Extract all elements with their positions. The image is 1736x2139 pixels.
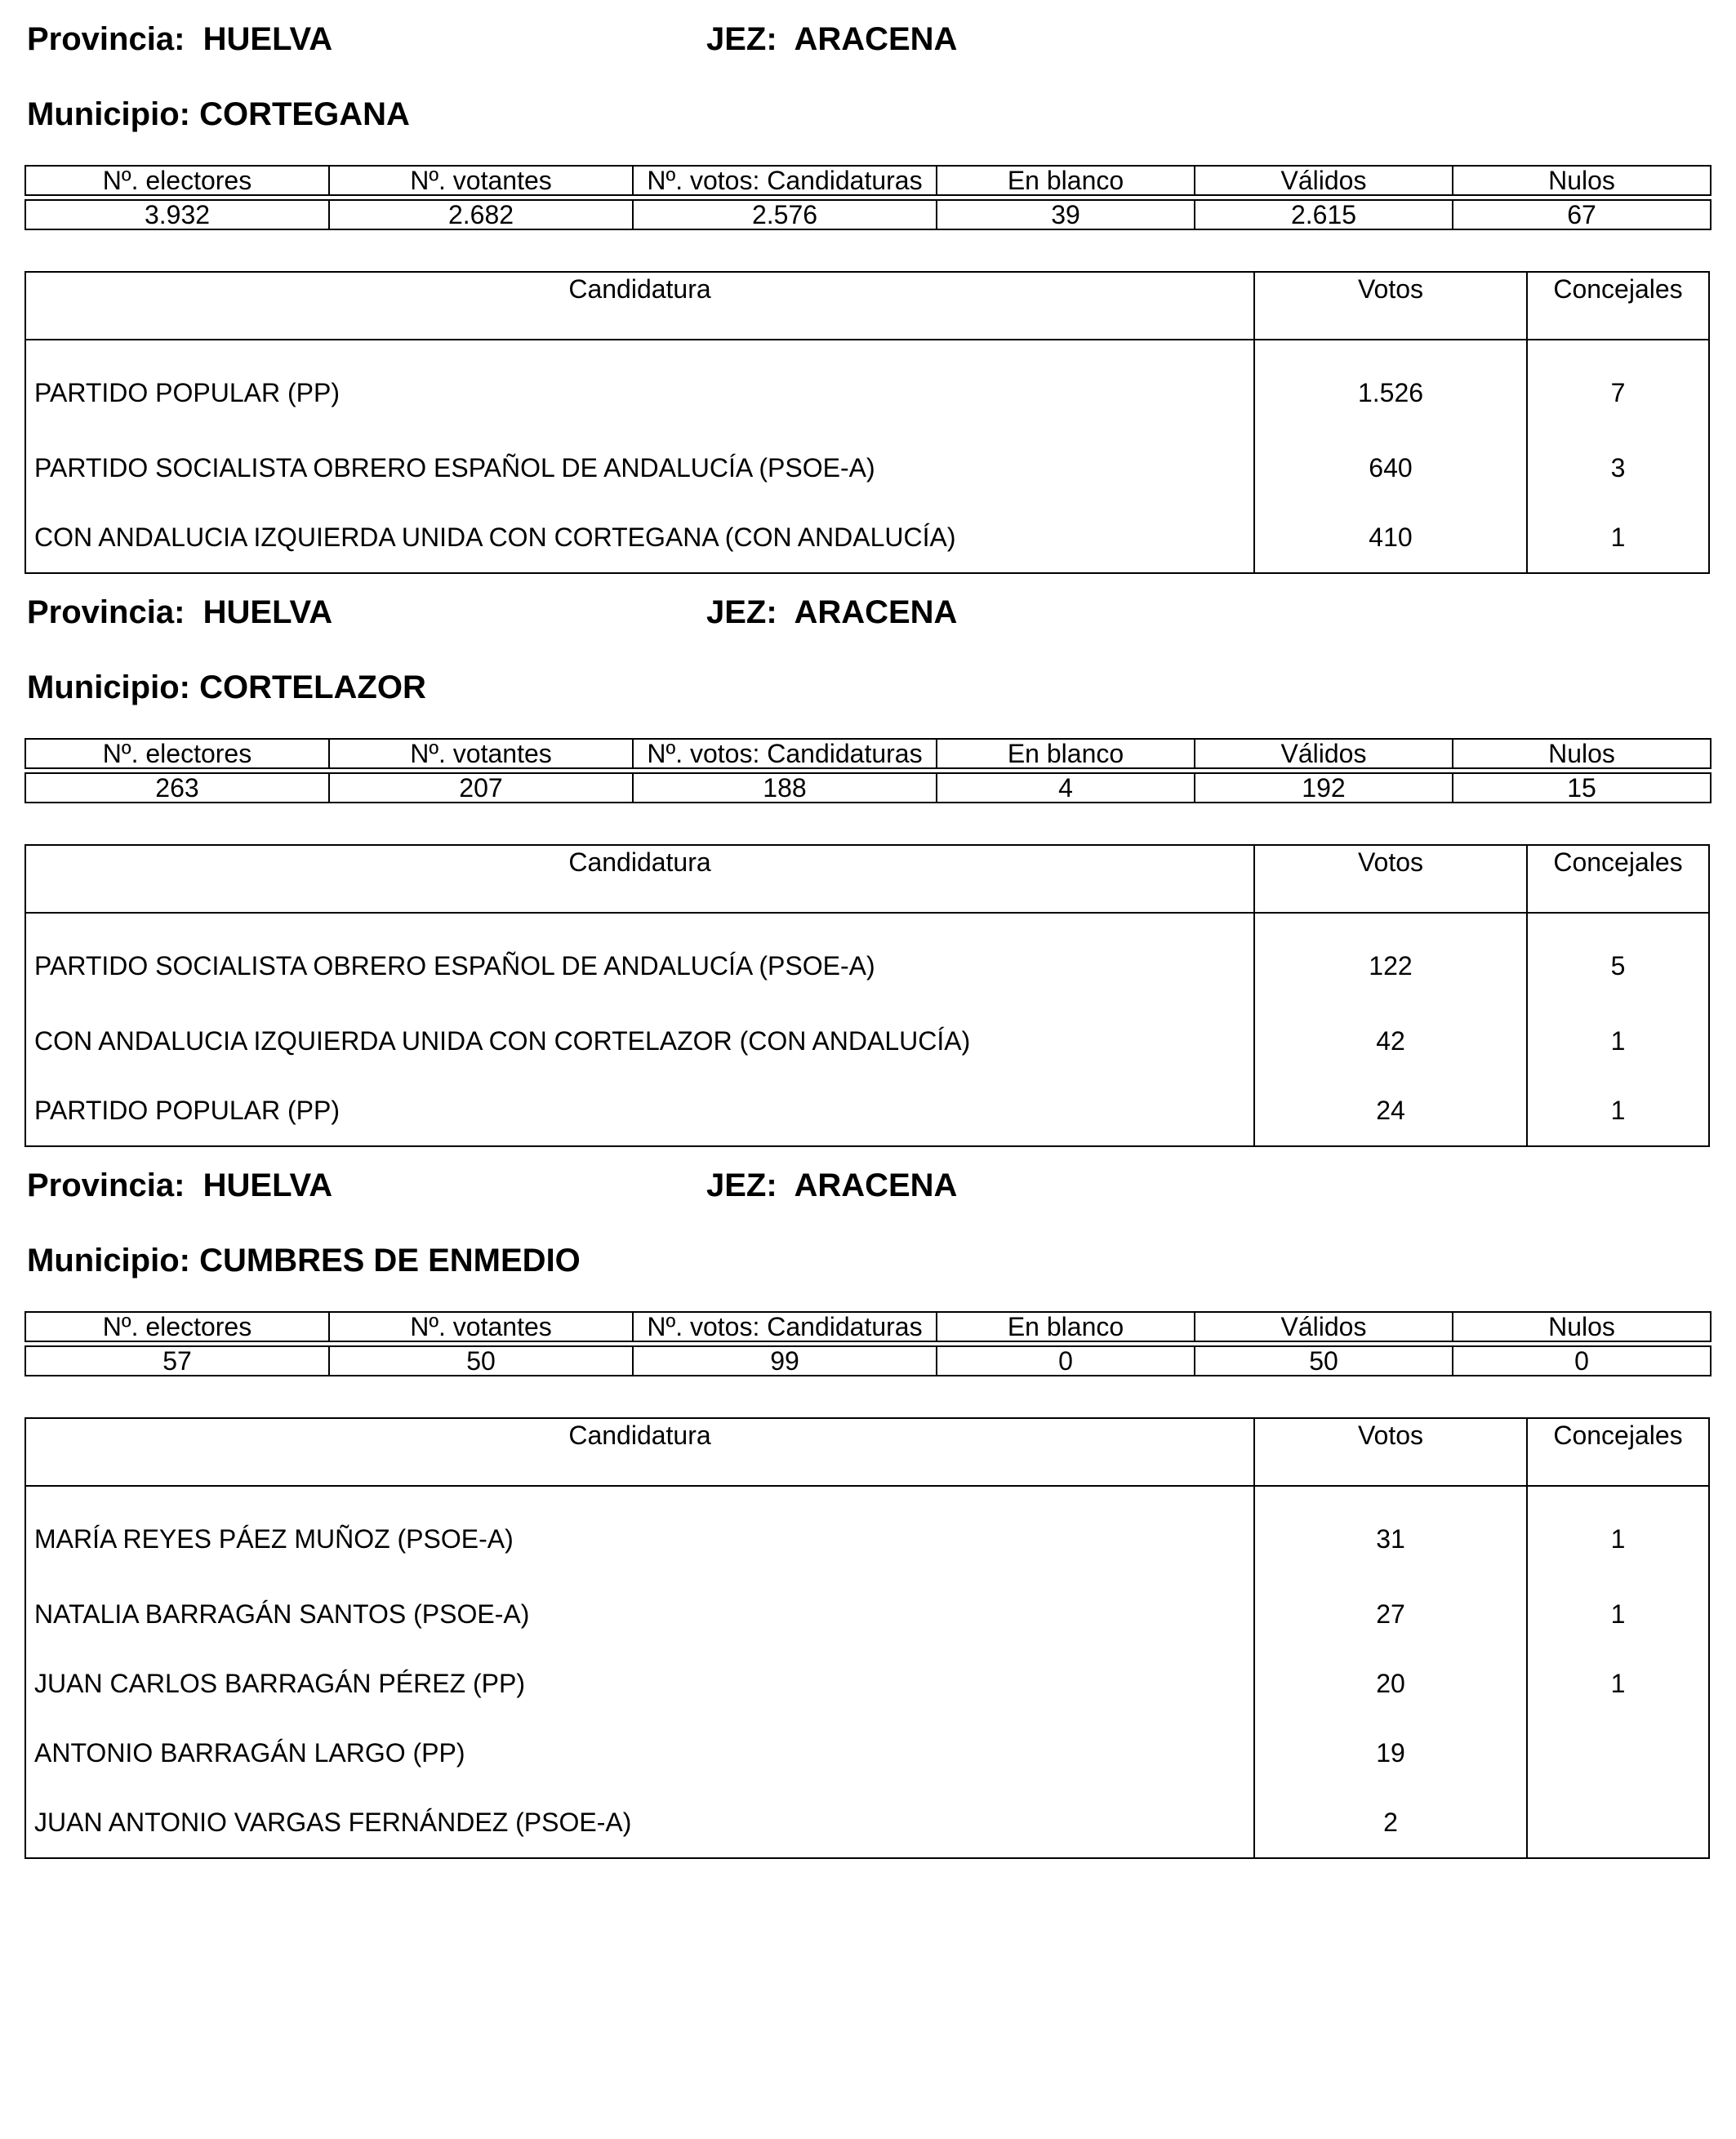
stats-value-cell: 0 [937, 1346, 1195, 1376]
concejales-header: Concejales [1527, 845, 1709, 913]
candidatura-row [25, 1076, 1709, 1146]
stats-value-cell: 192 [1195, 773, 1453, 803]
stats-value-row [25, 1346, 1711, 1376]
candidatura-concejales: 1 [1527, 503, 1709, 573]
stats-table [24, 165, 1712, 230]
stats-header-cell: Nulos [1453, 739, 1711, 768]
candidatura-row [25, 1007, 1709, 1076]
candidatura-row [25, 503, 1709, 573]
stats-value-row [25, 773, 1711, 803]
provincia-heading: Provincia: HUELVA [27, 594, 333, 630]
stats-header-cell: Nulos [1453, 1312, 1711, 1341]
stats-value-cell: 99 [633, 1346, 937, 1376]
candidatura-concejales: 1 [1527, 1076, 1709, 1146]
candidatura-concejales: 1 [1527, 1580, 1709, 1649]
candidatura-concejales: 3 [1527, 434, 1709, 503]
candidatura-row [25, 1788, 1709, 1858]
candidatura-concejales: 1 [1527, 1649, 1709, 1719]
stats-value-cell: 2.682 [329, 200, 633, 229]
stats-table [24, 738, 1712, 803]
candidaturas-table [24, 271, 1710, 574]
stats-value-cell: 50 [329, 1346, 633, 1376]
candidatura-name: PARTIDO POPULAR (PP) [25, 1076, 1254, 1146]
concejales-header: Concejales [1527, 1418, 1709, 1486]
provincia-heading: Provincia: HUELVA [27, 1167, 333, 1203]
candidatura-votos: 640 [1254, 434, 1527, 503]
candidatura-votos: 19 [1254, 1719, 1527, 1788]
stats-value-cell: 57 [25, 1346, 329, 1376]
candidatura-votos: 42 [1254, 1007, 1527, 1076]
municipio-heading: Municipio: CORTEGANA [27, 96, 410, 132]
candidatura-name: JUAN ANTONIO VARGAS FERNÁNDEZ (PSOE-A) [25, 1788, 1254, 1858]
stats-value-cell: 0 [1453, 1346, 1711, 1376]
candidatura-concejales: 1 [1527, 1007, 1709, 1076]
candidatura-votos: 27 [1254, 1580, 1527, 1649]
stats-value-cell: 4 [937, 773, 1195, 803]
candidaturas-header-row [25, 272, 1709, 340]
stats-header-cell: Nº. votantes [329, 1312, 633, 1341]
stats-header-cell: Nº. votos: Candidaturas [633, 166, 937, 195]
candidatura-header: Candidatura [25, 845, 1254, 913]
candidaturas-table [24, 844, 1710, 1147]
stats-header-cell: Nº. electores [25, 1312, 329, 1341]
candidatura-name: PARTIDO POPULAR (PP) [25, 340, 1254, 434]
stats-header-row [25, 166, 1711, 195]
candidatura-row [25, 1719, 1709, 1788]
candidatura-header: Candidatura [25, 272, 1254, 340]
municipio-heading: Municipio: CORTELAZOR [27, 669, 426, 705]
candidatura-votos: 122 [1254, 913, 1527, 1007]
candidatura-header: Candidatura [25, 1418, 1254, 1486]
candidatura-name: NATALIA BARRAGÁN SANTOS (PSOE-A) [25, 1580, 1254, 1649]
candidatura-row [25, 1580, 1709, 1649]
stats-header-cell: Nº. votos: Candidaturas [633, 1312, 937, 1341]
stats-value-cell: 50 [1195, 1346, 1453, 1376]
stats-header-cell: Válidos [1195, 1312, 1453, 1341]
candidaturas-header-row [25, 1418, 1709, 1486]
municipio-section [0, 1146, 1736, 1837]
candidaturas-table [24, 1417, 1710, 1859]
candidatura-concejales [1527, 1719, 1709, 1788]
jez-heading: JEZ: ARACENA [706, 1167, 958, 1203]
municipio-heading: Municipio: CUMBRES DE ENMEDIO [27, 1243, 581, 1279]
candidatura-name: JUAN CARLOS BARRAGÁN PÉREZ (PP) [25, 1649, 1254, 1719]
municipio-section [0, 573, 1736, 1145]
stats-value-cell: 2.576 [633, 200, 937, 229]
candidatura-votos: 24 [1254, 1076, 1527, 1146]
votos-header: Votos [1254, 1418, 1527, 1486]
concejales-header: Concejales [1527, 272, 1709, 340]
stats-value-cell: 3.932 [25, 200, 329, 229]
municipio-section [0, 0, 1736, 571]
jez-heading: JEZ: ARACENA [706, 594, 958, 630]
stats-value-cell: 67 [1453, 200, 1711, 229]
stats-value-cell: 15 [1453, 773, 1711, 803]
candidatura-name: PARTIDO SOCIALISTA OBRERO ESPAÑOL DE ANDALUCÍA (PSOE-A) [25, 913, 1254, 1007]
candidatura-row [25, 913, 1709, 1007]
candidatura-votos: 410 [1254, 503, 1527, 573]
stats-header-cell: Nº. electores [25, 739, 329, 768]
votos-header: Votos [1254, 845, 1527, 913]
stats-value-cell: 2.615 [1195, 200, 1453, 229]
candidatura-concejales [1527, 1788, 1709, 1858]
stats-value-cell: 188 [633, 773, 937, 803]
candidatura-concejales: 7 [1527, 340, 1709, 434]
candidatura-votos: 31 [1254, 1486, 1527, 1580]
candidatura-name: MARÍA REYES PÁEZ MUÑOZ (PSOE-A) [25, 1486, 1254, 1580]
stats-header-cell: En blanco [937, 739, 1195, 768]
stats-header-cell: En blanco [937, 1312, 1195, 1341]
stats-value-cell: 263 [25, 773, 329, 803]
stats-value-cell: 39 [937, 200, 1195, 229]
stats-header-cell: Nº. votantes [329, 739, 633, 768]
stats-header-cell: Nulos [1453, 166, 1711, 195]
stats-header-row [25, 1312, 1711, 1341]
candidatura-votos: 20 [1254, 1649, 1527, 1719]
candidatura-name: ANTONIO BARRAGÁN LARGO (PP) [25, 1719, 1254, 1788]
stats-value-cell: 207 [329, 773, 633, 803]
candidatura-name: PARTIDO SOCIALISTA OBRERO ESPAÑOL DE ANDALUCÍA (PSOE-A) [25, 434, 1254, 503]
candidatura-concejales: 5 [1527, 913, 1709, 1007]
candidatura-name: CON ANDALUCIA IZQUIERDA UNIDA CON CORTELAZOR (CON ANDALUCÍA) [25, 1007, 1254, 1076]
candidatura-name: CON ANDALUCIA IZQUIERDA UNIDA CON CORTEGANA (CON ANDALUCÍA) [25, 503, 1254, 573]
stats-header-cell: Nº. electores [25, 166, 329, 195]
candidatura-concejales: 1 [1527, 1486, 1709, 1580]
stats-value-row [25, 200, 1711, 229]
provincia-heading: Provincia: HUELVA [27, 21, 333, 57]
jez-heading: JEZ: ARACENA [706, 21, 958, 57]
stats-table [24, 1311, 1712, 1376]
stats-header-cell: Nº. votos: Candidaturas [633, 739, 937, 768]
candidatura-row [25, 1486, 1709, 1580]
stats-header-cell: Válidos [1195, 739, 1453, 768]
candidatura-row [25, 434, 1709, 503]
candidatura-row [25, 340, 1709, 434]
stats-header-row [25, 739, 1711, 768]
stats-header-cell: Nº. votantes [329, 166, 633, 195]
candidatura-votos: 1.526 [1254, 340, 1527, 434]
candidatura-row [25, 1649, 1709, 1719]
votos-header: Votos [1254, 272, 1527, 340]
candidaturas-header-row [25, 845, 1709, 913]
stats-header-cell: Válidos [1195, 166, 1453, 195]
candidatura-votos: 2 [1254, 1788, 1527, 1858]
stats-header-cell: En blanco [937, 166, 1195, 195]
